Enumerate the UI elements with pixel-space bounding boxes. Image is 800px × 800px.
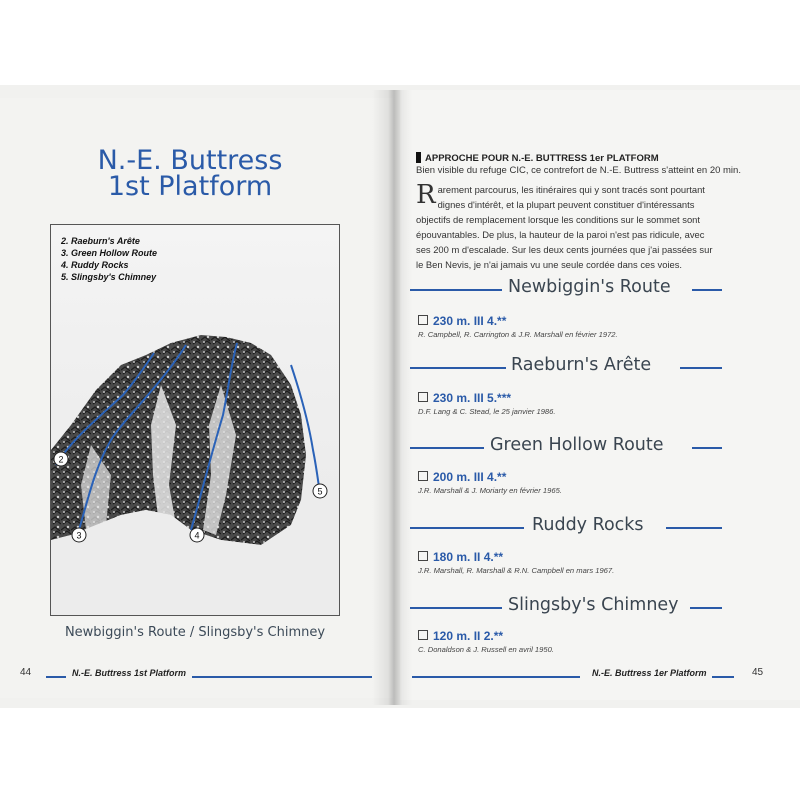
route-rule-left bbox=[410, 289, 502, 291]
legend-item: 2. Raeburn's Arête bbox=[61, 236, 140, 246]
page-title-line-2: 1st Platform bbox=[107, 171, 273, 202]
page-number-right: 45 bbox=[752, 667, 764, 678]
route-marker-2: 2 bbox=[58, 454, 64, 465]
intro-paragraph bbox=[416, 182, 716, 272]
route-rule-right bbox=[666, 527, 722, 529]
route-grade: 230 m. III 4.** bbox=[418, 314, 506, 328]
footer-title-left: N.-E. Buttress 1st Platform bbox=[72, 668, 187, 678]
legend-item: 5. Slingsby's Chimney bbox=[61, 272, 157, 282]
approach-text: Bien visible du refuge CIC, ce contrefort de N.-E. Buttress s'atteint en 20 min. bbox=[416, 165, 741, 176]
checkbox-icon bbox=[418, 315, 428, 325]
route-rule-right bbox=[692, 447, 722, 449]
footer-rule bbox=[192, 676, 372, 678]
route-name: Green Hollow Route bbox=[490, 435, 664, 455]
route-rule-left bbox=[410, 607, 502, 609]
route-rule-right bbox=[692, 289, 722, 291]
mountain-illustration bbox=[51, 225, 339, 615]
route-name: Slingsby's Chimney bbox=[508, 595, 679, 615]
route-marker-5: 5 bbox=[317, 486, 323, 497]
square-bullet-icon bbox=[416, 152, 421, 163]
route-name: Ruddy Rocks bbox=[532, 515, 644, 535]
route-grade: 200 m. III 4.** bbox=[418, 470, 506, 484]
route-credit: J.R. Marshall & J. Moriarty en février 1965. bbox=[418, 486, 562, 495]
route-rule-left bbox=[410, 447, 484, 449]
intro-text: arement parcourus, les itinéraires qui y sont tracés sont pourtant dignes d'intérêt, et la plupart peuvent constituer d'intéressants objectifs de remplacement lorsque les conditions sur le sommet sont épouvantables. De plus, la hauteur de la paroi n'est pas ridicule, avec ses 200 m d'escalade. Sur les deux cents journées que j'ai passées sur le Ben Nevis, je n'ai jamais vu une seule cordée dans ces voies. bbox=[416, 184, 713, 270]
approach-heading bbox=[416, 152, 659, 164]
route-name: Newbiggin's Route bbox=[508, 277, 671, 297]
checkbox-icon bbox=[418, 630, 428, 640]
route-credit: D.F. Lang & C. Stead, le 25 janvier 1986. bbox=[418, 407, 556, 416]
footer-rule bbox=[412, 676, 580, 678]
footer-title-right: N.-E. Buttress 1er Platform bbox=[592, 668, 707, 678]
route-rule-left bbox=[410, 527, 524, 529]
footer-rule bbox=[712, 676, 734, 678]
route-legend bbox=[61, 235, 157, 283]
route-rule-right bbox=[690, 607, 722, 609]
route-credit: J.R. Marshall, R. Marshall & R.N. Campbell en mars 1967. bbox=[418, 566, 615, 575]
footer-rule bbox=[46, 676, 66, 678]
route-credit: R. Campbell, R. Carrington & J.R. Marshall en février 1972. bbox=[418, 330, 618, 339]
legend-item: 3. Green Hollow Route bbox=[61, 248, 158, 258]
checkbox-icon bbox=[418, 471, 428, 481]
checkbox-icon bbox=[418, 392, 428, 402]
route-credit: C. Donaldson & J. Russell en avril 1950. bbox=[418, 645, 554, 654]
photo-caption: Newbiggin's Route / Slingsby's Chimney bbox=[64, 625, 326, 640]
route-grade: 120 m. II 2.** bbox=[418, 629, 503, 643]
route-name: Raeburn's Arête bbox=[511, 355, 652, 375]
route-grade: 180 m. II 4.** bbox=[418, 550, 503, 564]
route-rule-left bbox=[410, 367, 506, 369]
legend-item: 4. Ruddy Rocks bbox=[61, 260, 129, 270]
book-gutter bbox=[372, 90, 412, 705]
approach-title: APPROCHE POUR N.-E. BUTTRESS 1er PLATFORM bbox=[425, 153, 659, 164]
drop-cap: R bbox=[416, 180, 436, 210]
route-marker-3: 3 bbox=[76, 530, 82, 541]
topo-photo bbox=[50, 224, 340, 616]
route-marker-4: 4 bbox=[194, 530, 200, 541]
route-rule-right bbox=[680, 367, 722, 369]
route-grade: 230 m. III 5.*** bbox=[418, 391, 511, 405]
page-number-left: 44 bbox=[20, 667, 32, 678]
checkbox-icon bbox=[418, 551, 428, 561]
page-title-line-1: N.-E. Buttress bbox=[97, 145, 283, 176]
